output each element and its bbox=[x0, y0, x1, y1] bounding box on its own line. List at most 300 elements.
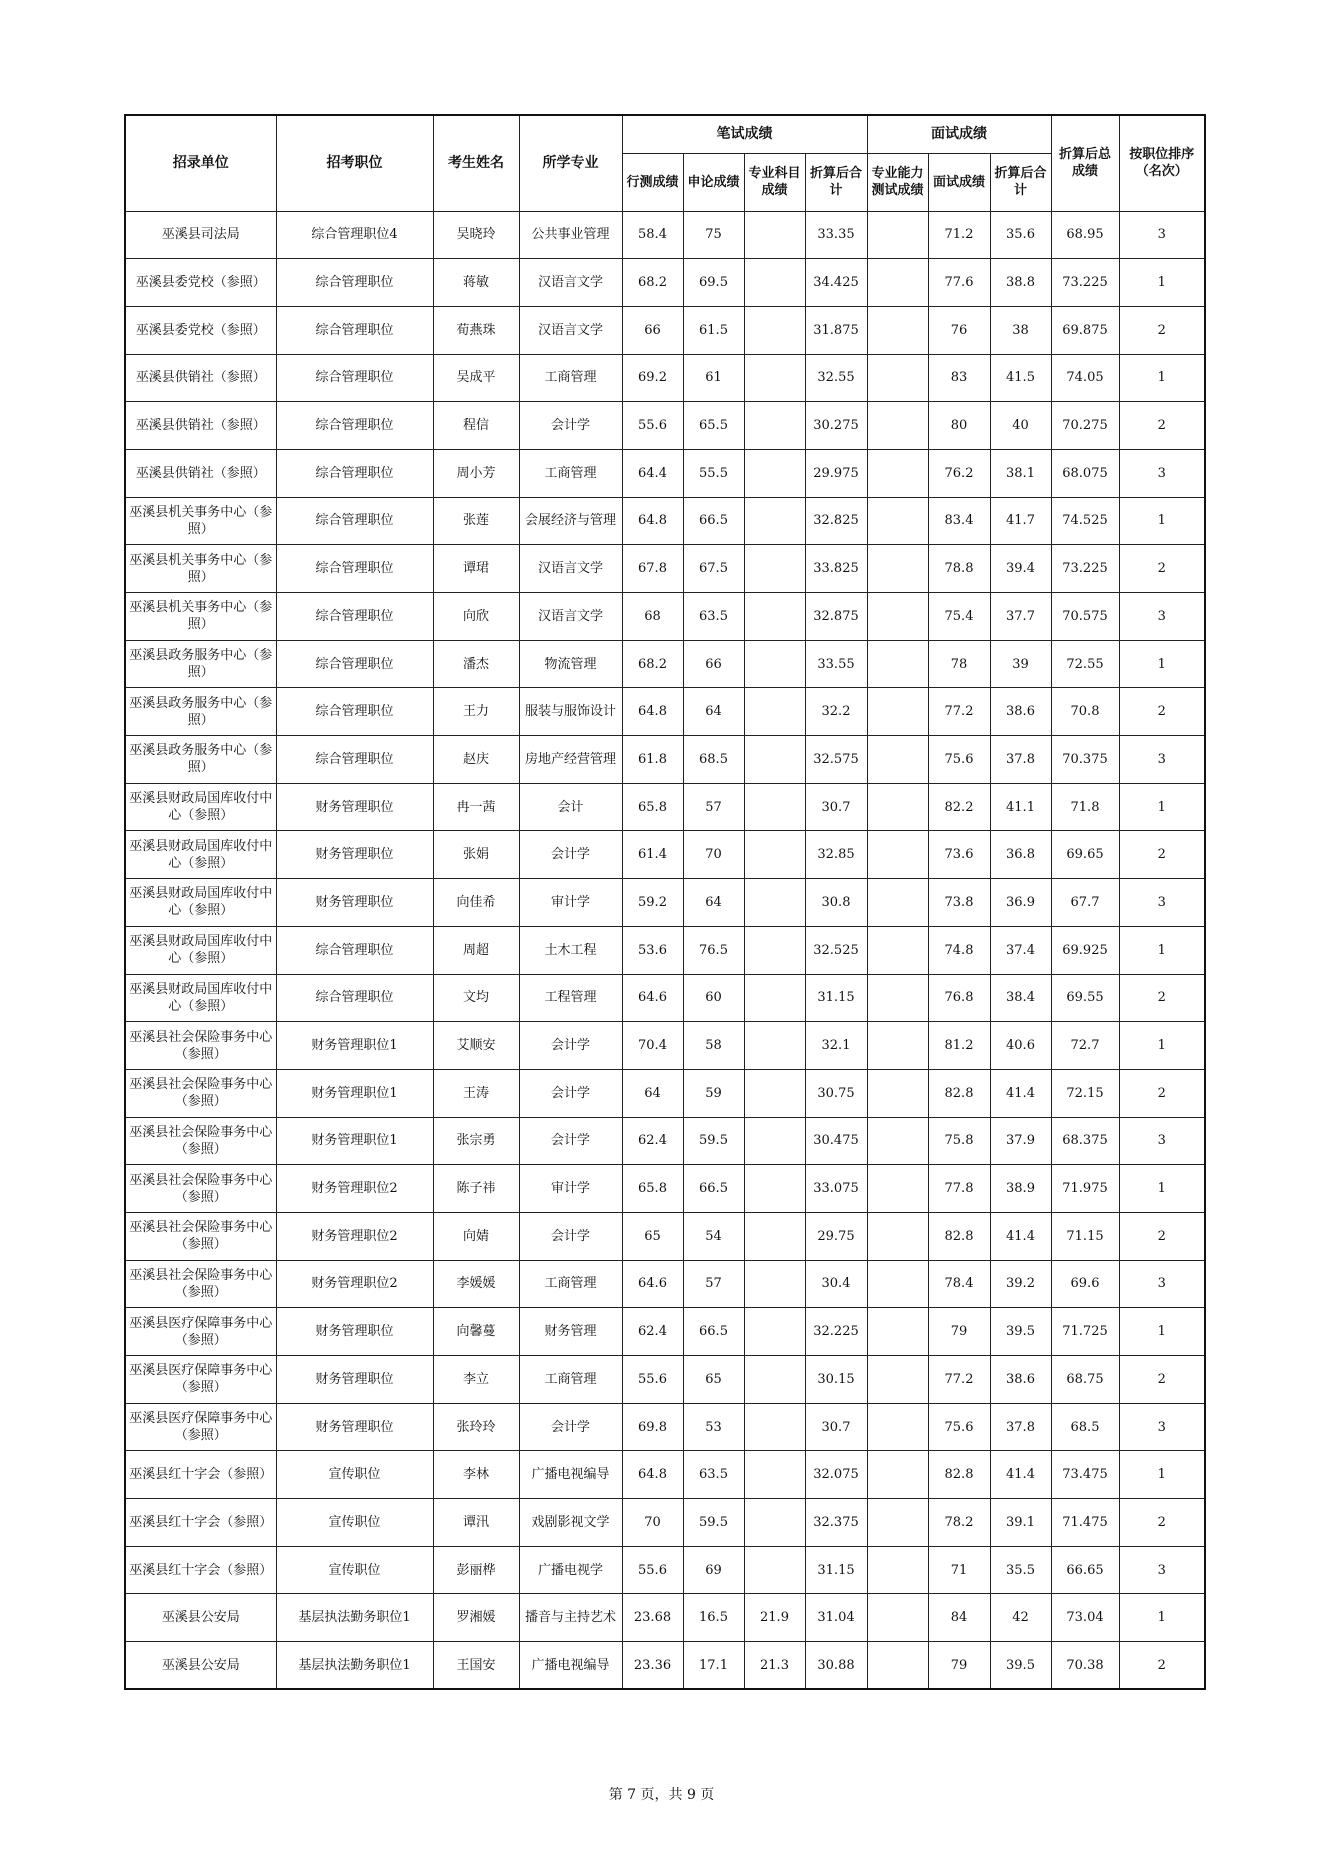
cell-major: 审计学 bbox=[519, 1165, 622, 1213]
cell-unit: 巫溪县医疗保障事务中心（参照） bbox=[125, 1403, 276, 1451]
cell-xingce: 68 bbox=[622, 593, 683, 641]
cell-ability bbox=[867, 402, 928, 450]
cell-unit: 巫溪县政务服务中心（参照） bbox=[125, 688, 276, 736]
cell-name: 赵庆 bbox=[433, 736, 519, 784]
cell-subject bbox=[744, 211, 805, 259]
cell-position: 综合管理职位 bbox=[276, 497, 433, 545]
table-row bbox=[125, 1451, 1205, 1499]
cell-interview-total: 37.8 bbox=[990, 736, 1051, 784]
cell-position: 综合管理职位 bbox=[276, 545, 433, 593]
cell-written-total: 33.075 bbox=[805, 1165, 867, 1213]
cell-interview: 75.8 bbox=[928, 1117, 990, 1165]
cell-shenlun: 58 bbox=[683, 1022, 744, 1070]
cell-written-total: 32.2 bbox=[805, 688, 867, 736]
cell-written-total: 34.425 bbox=[805, 259, 867, 307]
cell-name: 张宗勇 bbox=[433, 1117, 519, 1165]
cell-unit: 巫溪县公安局 bbox=[125, 1594, 276, 1642]
cell-shenlun: 64 bbox=[683, 688, 744, 736]
cell-interview-total: 37.9 bbox=[990, 1117, 1051, 1165]
cell-name: 文均 bbox=[433, 974, 519, 1022]
cell-total: 68.075 bbox=[1051, 449, 1119, 497]
cell-written-total: 30.88 bbox=[805, 1642, 867, 1690]
cell-written-total: 30.475 bbox=[805, 1117, 867, 1165]
cell-xingce: 61.4 bbox=[622, 831, 683, 879]
cell-written-total: 32.825 bbox=[805, 497, 867, 545]
cell-xingce: 55.6 bbox=[622, 1546, 683, 1594]
cell-subject bbox=[744, 1260, 805, 1308]
table-row bbox=[125, 1403, 1205, 1451]
cell-subject bbox=[744, 1499, 805, 1547]
table-row bbox=[125, 259, 1205, 307]
cell-interview: 71 bbox=[928, 1546, 990, 1594]
cell-subject bbox=[744, 926, 805, 974]
cell-subject bbox=[744, 974, 805, 1022]
cell-xingce: 53.6 bbox=[622, 926, 683, 974]
cell-rank: 1 bbox=[1119, 926, 1205, 974]
cell-interview: 79 bbox=[928, 1642, 990, 1690]
cell-subject bbox=[744, 1212, 805, 1260]
cell-ability bbox=[867, 259, 928, 307]
cell-shenlun: 68.5 bbox=[683, 736, 744, 784]
cell-shenlun: 57 bbox=[683, 783, 744, 831]
cell-rank: 1 bbox=[1119, 783, 1205, 831]
cell-interview-total: 39.2 bbox=[990, 1260, 1051, 1308]
table-row bbox=[125, 449, 1205, 497]
cell-interview: 78 bbox=[928, 640, 990, 688]
cell-interview: 76 bbox=[928, 306, 990, 354]
cell-rank: 1 bbox=[1119, 1165, 1205, 1213]
cell-xingce: 55.6 bbox=[622, 1356, 683, 1404]
table-row bbox=[125, 736, 1205, 784]
cell-interview: 83.4 bbox=[928, 497, 990, 545]
cell-subject bbox=[744, 736, 805, 784]
cell-shenlun: 75 bbox=[683, 211, 744, 259]
cell-ability bbox=[867, 211, 928, 259]
header-name: 考生姓名 bbox=[433, 115, 519, 211]
cell-interview: 76.8 bbox=[928, 974, 990, 1022]
table-row bbox=[125, 688, 1205, 736]
cell-name: 周小芳 bbox=[433, 449, 519, 497]
cell-total: 71.15 bbox=[1051, 1212, 1119, 1260]
cell-total: 72.55 bbox=[1051, 640, 1119, 688]
cell-total: 73.04 bbox=[1051, 1594, 1119, 1642]
cell-name: 陈子祎 bbox=[433, 1165, 519, 1213]
cell-interview: 77.2 bbox=[928, 688, 990, 736]
cell-position: 财务管理职位2 bbox=[276, 1212, 433, 1260]
cell-rank: 1 bbox=[1119, 1594, 1205, 1642]
cell-name: 艾顺安 bbox=[433, 1022, 519, 1070]
cell-name: 冉一茜 bbox=[433, 783, 519, 831]
cell-ability bbox=[867, 449, 928, 497]
cell-unit: 巫溪县财政局国库收付中心（参照） bbox=[125, 783, 276, 831]
cell-written-total: 32.225 bbox=[805, 1308, 867, 1356]
cell-rank: 1 bbox=[1119, 259, 1205, 307]
cell-written-total: 32.85 bbox=[805, 831, 867, 879]
cell-unit: 巫溪县政务服务中心（参照） bbox=[125, 640, 276, 688]
cell-written-total: 32.55 bbox=[805, 354, 867, 402]
cell-major: 房地产经营管理 bbox=[519, 736, 622, 784]
cell-written-total: 30.8 bbox=[805, 879, 867, 927]
cell-interview: 82.8 bbox=[928, 1069, 990, 1117]
cell-subject bbox=[744, 879, 805, 927]
page-footer: 第 7 页，共 9 页 bbox=[608, 1787, 715, 1803]
cell-position: 宣传职位 bbox=[276, 1546, 433, 1594]
cell-written-total: 30.75 bbox=[805, 1069, 867, 1117]
cell-subject bbox=[744, 783, 805, 831]
cell-total: 69.925 bbox=[1051, 926, 1119, 974]
cell-name: 向婧 bbox=[433, 1212, 519, 1260]
cell-subject bbox=[744, 545, 805, 593]
cell-rank: 1 bbox=[1119, 640, 1205, 688]
table-row bbox=[125, 1069, 1205, 1117]
cell-total: 69.55 bbox=[1051, 974, 1119, 1022]
cell-interview: 83 bbox=[928, 354, 990, 402]
cell-rank: 3 bbox=[1119, 211, 1205, 259]
header-interview-group: 面试成绩 bbox=[867, 115, 1051, 153]
cell-rank: 2 bbox=[1119, 831, 1205, 879]
cell-ability bbox=[867, 1212, 928, 1260]
cell-xingce: 66 bbox=[622, 306, 683, 354]
cell-rank: 2 bbox=[1119, 1642, 1205, 1690]
cell-shenlun: 54 bbox=[683, 1212, 744, 1260]
cell-subject bbox=[744, 593, 805, 641]
cell-interview-total: 38.4 bbox=[990, 974, 1051, 1022]
cell-ability bbox=[867, 1069, 928, 1117]
cell-xingce: 62.4 bbox=[622, 1308, 683, 1356]
cell-shenlun: 64 bbox=[683, 879, 744, 927]
cell-total: 71.8 bbox=[1051, 783, 1119, 831]
cell-shenlun: 69 bbox=[683, 1546, 744, 1594]
cell-total: 69.875 bbox=[1051, 306, 1119, 354]
cell-shenlun: 16.5 bbox=[683, 1594, 744, 1642]
cell-ability bbox=[867, 1117, 928, 1165]
cell-major: 工程管理 bbox=[519, 974, 622, 1022]
table-row bbox=[125, 1165, 1205, 1213]
cell-major: 戏剧影视文学 bbox=[519, 1499, 622, 1547]
cell-position: 财务管理职位1 bbox=[276, 1022, 433, 1070]
cell-unit: 巫溪县机关事务中心（参照） bbox=[125, 593, 276, 641]
cell-written-total: 32.575 bbox=[805, 736, 867, 784]
cell-shenlun: 61.5 bbox=[683, 306, 744, 354]
cell-name: 程信 bbox=[433, 402, 519, 450]
cell-position: 综合管理职位 bbox=[276, 640, 433, 688]
cell-major: 播音与主持艺术 bbox=[519, 1594, 622, 1642]
cell-interview-total: 41.4 bbox=[990, 1212, 1051, 1260]
cell-interview-total: 38.6 bbox=[990, 1356, 1051, 1404]
cell-written-total: 33.825 bbox=[805, 545, 867, 593]
cell-shenlun: 61 bbox=[683, 354, 744, 402]
cell-rank: 3 bbox=[1119, 1403, 1205, 1451]
cell-subject bbox=[744, 1308, 805, 1356]
cell-subject bbox=[744, 1165, 805, 1213]
cell-interview-total: 36.9 bbox=[990, 879, 1051, 927]
header-major: 所学专业 bbox=[519, 115, 622, 211]
cell-shenlun: 63.5 bbox=[683, 593, 744, 641]
cell-name: 李立 bbox=[433, 1356, 519, 1404]
cell-total: 71.975 bbox=[1051, 1165, 1119, 1213]
cell-unit: 巫溪县供销社（参照） bbox=[125, 402, 276, 450]
cell-shenlun: 55.5 bbox=[683, 449, 744, 497]
table-row bbox=[125, 1308, 1205, 1356]
cell-position: 财务管理职位2 bbox=[276, 1260, 433, 1308]
header-rank: 按职位排序（名次） bbox=[1119, 115, 1205, 211]
cell-interview: 78.2 bbox=[928, 1499, 990, 1547]
cell-shenlun: 53 bbox=[683, 1403, 744, 1451]
cell-unit: 巫溪县政务服务中心（参照） bbox=[125, 736, 276, 784]
cell-interview: 82.8 bbox=[928, 1212, 990, 1260]
cell-xingce: 64.6 bbox=[622, 1260, 683, 1308]
cell-rank: 3 bbox=[1119, 1546, 1205, 1594]
cell-interview: 75.6 bbox=[928, 736, 990, 784]
cell-interview-total: 37.4 bbox=[990, 926, 1051, 974]
cell-ability bbox=[867, 736, 928, 784]
cell-ability bbox=[867, 831, 928, 879]
cell-major: 广播电视编导 bbox=[519, 1451, 622, 1499]
cell-name: 张玲玲 bbox=[433, 1403, 519, 1451]
cell-position: 综合管理职位 bbox=[276, 259, 433, 307]
cell-name: 李媛媛 bbox=[433, 1260, 519, 1308]
cell-position: 综合管理职位 bbox=[276, 306, 433, 354]
cell-rank: 2 bbox=[1119, 1356, 1205, 1404]
cell-unit: 巫溪县财政局国库收付中心（参照） bbox=[125, 926, 276, 974]
cell-name: 彭丽桦 bbox=[433, 1546, 519, 1594]
cell-shenlun: 69.5 bbox=[683, 259, 744, 307]
cell-subject bbox=[744, 497, 805, 545]
table-row bbox=[125, 545, 1205, 593]
cell-subject bbox=[744, 1117, 805, 1165]
cell-interview: 78.4 bbox=[928, 1260, 990, 1308]
cell-rank: 3 bbox=[1119, 736, 1205, 784]
cell-rank: 3 bbox=[1119, 1260, 1205, 1308]
cell-major: 会计学 bbox=[519, 1022, 622, 1070]
cell-subject bbox=[744, 449, 805, 497]
cell-name: 张娟 bbox=[433, 831, 519, 879]
cell-shenlun: 59 bbox=[683, 1069, 744, 1117]
cell-position: 综合管理职位 bbox=[276, 974, 433, 1022]
cell-shenlun: 63.5 bbox=[683, 1451, 744, 1499]
table-row bbox=[125, 402, 1205, 450]
cell-ability bbox=[867, 497, 928, 545]
cell-rank: 3 bbox=[1119, 593, 1205, 641]
cell-total: 72.15 bbox=[1051, 1069, 1119, 1117]
cell-interview-total: 39 bbox=[990, 640, 1051, 688]
cell-ability bbox=[867, 1260, 928, 1308]
cell-unit: 巫溪县社会保险事务中心（参照） bbox=[125, 1069, 276, 1117]
cell-rank: 1 bbox=[1119, 354, 1205, 402]
cell-interview: 80 bbox=[928, 402, 990, 450]
cell-total: 70.575 bbox=[1051, 593, 1119, 641]
cell-major: 会计学 bbox=[519, 1403, 622, 1451]
cell-interview: 78.8 bbox=[928, 545, 990, 593]
cell-ability bbox=[867, 1499, 928, 1547]
header-interview: 面试成绩 bbox=[928, 153, 990, 211]
cell-ability bbox=[867, 1308, 928, 1356]
cell-written-total: 33.35 bbox=[805, 211, 867, 259]
cell-total: 73.475 bbox=[1051, 1451, 1119, 1499]
cell-interview: 73.6 bbox=[928, 831, 990, 879]
cell-xingce: 68.2 bbox=[622, 640, 683, 688]
cell-shenlun: 65.5 bbox=[683, 402, 744, 450]
table-row bbox=[125, 211, 1205, 259]
cell-interview: 81.2 bbox=[928, 1022, 990, 1070]
cell-major: 会计学 bbox=[519, 402, 622, 450]
table-row bbox=[125, 1212, 1205, 1260]
cell-rank: 2 bbox=[1119, 1212, 1205, 1260]
table-row bbox=[125, 306, 1205, 354]
cell-subject bbox=[744, 402, 805, 450]
header-written-group: 笔试成绩 bbox=[622, 115, 867, 153]
cell-ability bbox=[867, 1594, 928, 1642]
cell-written-total: 30.7 bbox=[805, 1403, 867, 1451]
cell-xingce: 65.8 bbox=[622, 1165, 683, 1213]
cell-position: 财务管理职位 bbox=[276, 1403, 433, 1451]
cell-unit: 巫溪县财政局国库收付中心（参照） bbox=[125, 974, 276, 1022]
cell-written-total: 31.15 bbox=[805, 1546, 867, 1594]
cell-major: 会计学 bbox=[519, 1117, 622, 1165]
cell-subject: 21.3 bbox=[744, 1642, 805, 1690]
header-ability: 专业能力测试成绩 bbox=[867, 153, 928, 211]
cell-unit: 巫溪县红十字会（参照） bbox=[125, 1546, 276, 1594]
cell-unit: 巫溪县社会保险事务中心（参照） bbox=[125, 1260, 276, 1308]
cell-interview-total: 39.1 bbox=[990, 1499, 1051, 1547]
cell-major: 审计学 bbox=[519, 879, 622, 927]
cell-unit: 巫溪县社会保险事务中心（参照） bbox=[125, 1212, 276, 1260]
cell-major: 服装与服饰设计 bbox=[519, 688, 622, 736]
cell-total: 73.225 bbox=[1051, 545, 1119, 593]
cell-ability bbox=[867, 1403, 928, 1451]
cell-rank: 3 bbox=[1119, 879, 1205, 927]
cell-written-total: 32.075 bbox=[805, 1451, 867, 1499]
cell-rank: 1 bbox=[1119, 1022, 1205, 1070]
cell-shenlun: 59.5 bbox=[683, 1117, 744, 1165]
table-row bbox=[125, 1594, 1205, 1642]
cell-total: 68.375 bbox=[1051, 1117, 1119, 1165]
cell-ability bbox=[867, 1356, 928, 1404]
cell-name: 潘杰 bbox=[433, 640, 519, 688]
cell-name: 李林 bbox=[433, 1451, 519, 1499]
cell-written-total: 32.375 bbox=[805, 1499, 867, 1547]
cell-total: 70.275 bbox=[1051, 402, 1119, 450]
cell-total: 70.375 bbox=[1051, 736, 1119, 784]
cell-total: 68.5 bbox=[1051, 1403, 1119, 1451]
table-row bbox=[125, 497, 1205, 545]
cell-ability bbox=[867, 1022, 928, 1070]
cell-major: 汉语言文学 bbox=[519, 593, 622, 641]
cell-major: 汉语言文学 bbox=[519, 259, 622, 307]
cell-ability bbox=[867, 1451, 928, 1499]
cell-subject bbox=[744, 640, 805, 688]
cell-interview-total: 39.5 bbox=[990, 1308, 1051, 1356]
cell-unit: 巫溪县医疗保障事务中心（参照） bbox=[125, 1356, 276, 1404]
table-row bbox=[125, 593, 1205, 641]
cell-total: 68.95 bbox=[1051, 211, 1119, 259]
cell-interview-total: 40 bbox=[990, 402, 1051, 450]
cell-xingce: 61.8 bbox=[622, 736, 683, 784]
cell-position: 综合管理职位 bbox=[276, 736, 433, 784]
cell-unit: 巫溪县公安局 bbox=[125, 1642, 276, 1690]
cell-name: 谭珺 bbox=[433, 545, 519, 593]
cell-xingce: 70.4 bbox=[622, 1022, 683, 1070]
cell-ability bbox=[867, 640, 928, 688]
cell-interview: 76.2 bbox=[928, 449, 990, 497]
cell-major: 公共事业管理 bbox=[519, 211, 622, 259]
table-row bbox=[125, 1117, 1205, 1165]
table-row bbox=[125, 354, 1205, 402]
cell-major: 会计学 bbox=[519, 1069, 622, 1117]
cell-major: 会计 bbox=[519, 783, 622, 831]
cell-xingce: 62.4 bbox=[622, 1117, 683, 1165]
cell-unit: 巫溪县社会保险事务中心（参照） bbox=[125, 1022, 276, 1070]
cell-major: 会计学 bbox=[519, 831, 622, 879]
cell-interview-total: 41.7 bbox=[990, 497, 1051, 545]
cell-xingce: 58.4 bbox=[622, 211, 683, 259]
cell-subject bbox=[744, 1022, 805, 1070]
cell-total: 70.38 bbox=[1051, 1642, 1119, 1690]
cell-name: 王涛 bbox=[433, 1069, 519, 1117]
cell-xingce: 64 bbox=[622, 1069, 683, 1117]
cell-total: 67.7 bbox=[1051, 879, 1119, 927]
cell-subject bbox=[744, 306, 805, 354]
cell-shenlun: 65 bbox=[683, 1356, 744, 1404]
cell-xingce: 64.8 bbox=[622, 497, 683, 545]
cell-name: 蒋敏 bbox=[433, 259, 519, 307]
cell-written-total: 32.1 bbox=[805, 1022, 867, 1070]
cell-major: 物流管理 bbox=[519, 640, 622, 688]
score-table bbox=[124, 114, 1206, 1690]
cell-interview-total: 38.6 bbox=[990, 688, 1051, 736]
cell-major: 会展经济与管理 bbox=[519, 497, 622, 545]
cell-name: 向馨蔓 bbox=[433, 1308, 519, 1356]
cell-xingce: 64.8 bbox=[622, 1451, 683, 1499]
cell-shenlun: 59.5 bbox=[683, 1499, 744, 1547]
cell-unit: 巫溪县医疗保障事务中心（参照） bbox=[125, 1308, 276, 1356]
cell-shenlun: 17.1 bbox=[683, 1642, 744, 1690]
cell-rank: 2 bbox=[1119, 974, 1205, 1022]
cell-xingce: 65 bbox=[622, 1212, 683, 1260]
cell-total: 70.8 bbox=[1051, 688, 1119, 736]
cell-xingce: 23.68 bbox=[622, 1594, 683, 1642]
header-interview-total: 折算后合计 bbox=[990, 153, 1051, 211]
cell-name: 王国安 bbox=[433, 1642, 519, 1690]
cell-written-total: 30.15 bbox=[805, 1356, 867, 1404]
cell-interview: 73.8 bbox=[928, 879, 990, 927]
table-row bbox=[125, 1642, 1205, 1690]
cell-shenlun: 60 bbox=[683, 974, 744, 1022]
cell-name: 荀燕珠 bbox=[433, 306, 519, 354]
cell-written-total: 29.75 bbox=[805, 1212, 867, 1260]
cell-interview: 79 bbox=[928, 1308, 990, 1356]
cell-interview-total: 39.4 bbox=[990, 545, 1051, 593]
cell-position: 综合管理职位 bbox=[276, 688, 433, 736]
cell-ability bbox=[867, 1642, 928, 1690]
cell-interview-total: 41.5 bbox=[990, 354, 1051, 402]
cell-xingce: 55.6 bbox=[622, 402, 683, 450]
table-row bbox=[125, 974, 1205, 1022]
table-row bbox=[125, 879, 1205, 927]
cell-interview-total: 41.1 bbox=[990, 783, 1051, 831]
cell-xingce: 70 bbox=[622, 1499, 683, 1547]
cell-subject bbox=[744, 1356, 805, 1404]
cell-major: 工商管理 bbox=[519, 449, 622, 497]
header-position: 招考职位 bbox=[276, 115, 433, 211]
table-row bbox=[125, 926, 1205, 974]
cell-unit: 巫溪县供销社（参照） bbox=[125, 354, 276, 402]
cell-interview: 84 bbox=[928, 1594, 990, 1642]
cell-major: 会计学 bbox=[519, 1212, 622, 1260]
cell-written-total: 33.55 bbox=[805, 640, 867, 688]
cell-interview-total: 36.8 bbox=[990, 831, 1051, 879]
cell-subject bbox=[744, 259, 805, 307]
